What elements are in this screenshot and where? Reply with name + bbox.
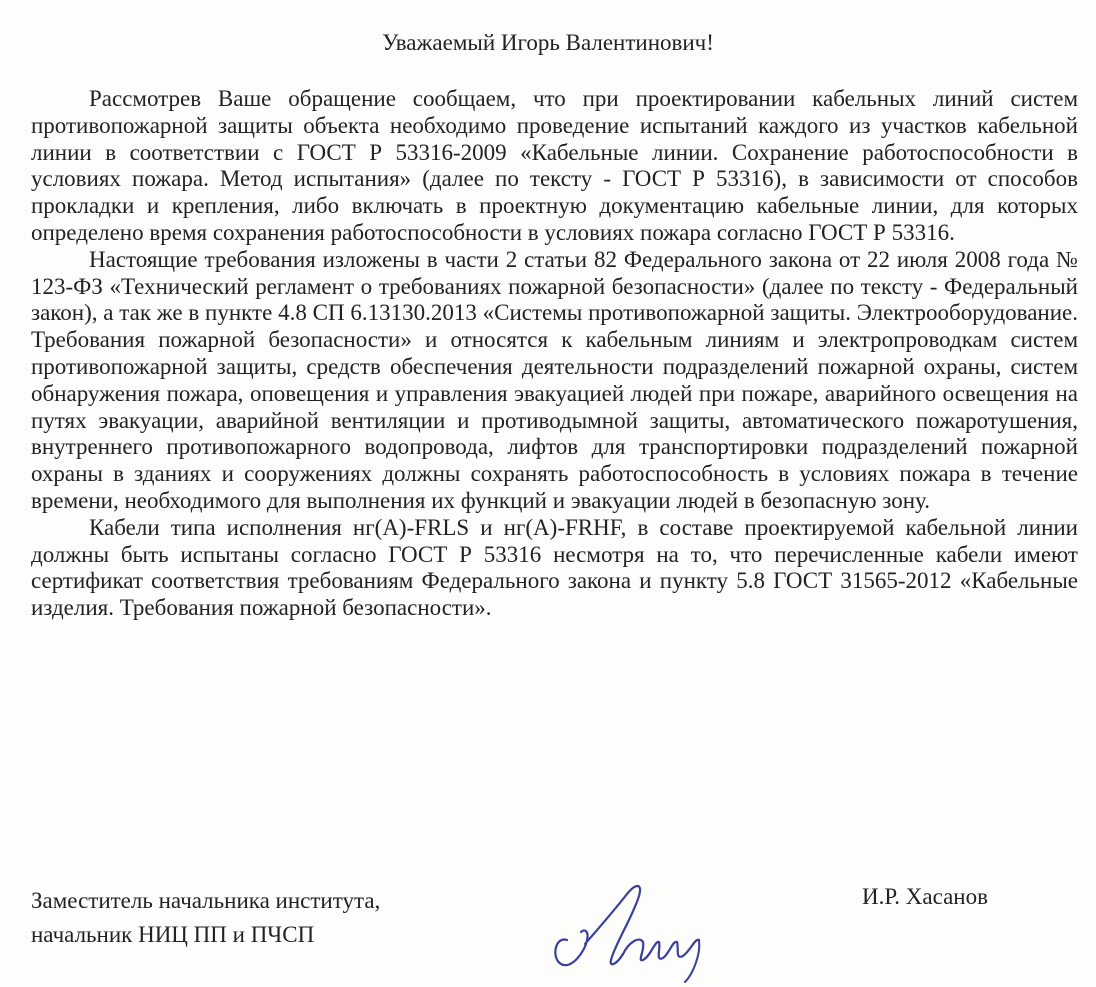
paragraph-1: Рассмотрев Ваше обращение сообщаем, что при проектировании кабельных линий систем противопожарной защиты объекта необходимо проведение испытаний каждого из участков кабельной линии в соответствии с ГОСТ Р 53316-2009 «Кабельные линии. Сохранение работоспособности в условиях пожара. Метод испытания» (далее по тексту - ГОСТ Р 53316), в зависимости от способов прокладки и крепления, либо включать в проектную документацию кабельные линии, для которых определено время сохранения работоспособности в условиях пожара согласно ГОСТ Р 53316. <box>31 86 1078 245</box>
signatory-position-line-2: начальник НИЦ ПП и ПЧСП <box>31 922 315 947</box>
signatory-position-line-1: Заместитель начальника института, <box>31 888 381 913</box>
handwritten-signature <box>545 878 725 987</box>
signatory-position <box>31 884 380 952</box>
salutation: Уважаемый Игорь Валентинович! <box>382 30 714 55</box>
paragraph-3: Кабели типа исполнения нг(А)-FRLS и нг(А)-FRHF, в составе проектируемой кабельной линии должны быть испытаны согласно ГОСТ Р 53316 несмотря на то, что перечисленные кабели имеют сертификат соответствия требованиям Федерального закона и пункту 5.8 ГОСТ 31565-2012 «Кабельные изделия. Требования пожарной безопасности». <box>31 514 1078 621</box>
letter-body <box>31 86 1078 622</box>
signatory-name: И.Р. Хасанов <box>862 884 988 909</box>
paragraph-2: Настоящие требования изложены в части 2 статьи 82 Федерального закона от 22 июля 2008 года № 123-ФЗ «Технический регламент о требованиях пожарной безопасности» (далее по тексту - Федеральный закон), а так же в пункте 4.8 СП 6.13130.2013 «Системы противопожарной защиты. Электрооборудование. Требования пожарной безопасности» и относятся к кабельным линиям и электропроводкам систем противопожарной защиты, средств обеспечения деятельности подразделений пожарной охраны, систем обнаружения пожара, оповещения и управления эвакуацией людей при пожаре, аварийного освещения на путях эвакуации, аварийной вентиляции и противодымной защиты, автоматического пожаротушения, внутреннего противопожарного водопровода, лифтов для транспортировки подразделений пожарной охраны в зданиях и сооружениях должны сохранять работоспособность в условиях пожара в течение времени, необходимого для выполнения их функций и эвакуации людей в безопасную зону. <box>31 246 1078 513</box>
